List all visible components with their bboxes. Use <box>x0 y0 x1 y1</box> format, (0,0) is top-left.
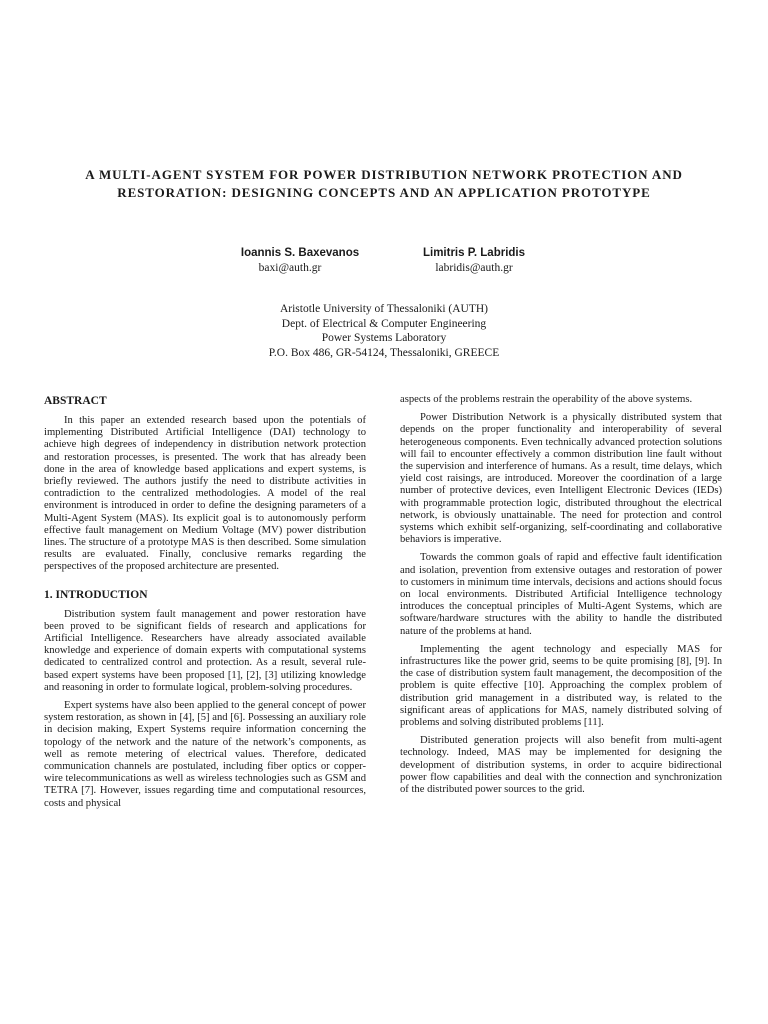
affiliation <box>134 302 634 360</box>
author-1 <box>210 246 390 276</box>
abstract-heading: ABSTRACT <box>44 395 107 407</box>
author-name: Limitris P. Labridis <box>422 247 526 259</box>
author-2 <box>384 246 564 276</box>
affiliation-line: Dept. of Electrical & Computer Engineering <box>281 317 487 330</box>
right-column <box>400 394 722 796</box>
author-email: baxi@auth.gr <box>258 262 322 274</box>
introduction-heading: 1. INTRODUCTION <box>44 588 148 601</box>
paper-title: A MULTI-AGENT SYSTEM FOR POWER DISTRIBUTION NETWORK PROTECTION AND RESTORATION: DESIGNING CONCEPTS AND AN APPLICATION PROTOTYPE <box>85 167 683 200</box>
affiliation-line: Power Systems Laboratory <box>321 332 447 344</box>
body-paragraph: Towards the common goals of rapid and effective fault identification and isolation, prevention from extensive outages and restoration of power to customers in minimum time intervals, decisions and actions should focus on local environments. Distributed Artificial Intelligence technology introduces the conceptual principles of Multi-Agent Systems, which are software/hardware structures with the ability to handle the distributed nature of the problems at hand. <box>400 552 722 637</box>
abstract-text: In this paper an extended research based upon the potentials of implementing Distributed Artificial Intelligence (DAI) technology to achieve high degrees of independency in distribution network protection and restoration processes, is presented. The work that has already been done in the area of knowledge based applications and expert systems, is briefly reviewed. The authors justify the need to distribute activities in contradiction to the centralized methodologies. A model of the real environment is introduced in order to define the designing parameters of a Multi-Agent System (MAS). Its explicit goal is to autonomously perform effective fault management on Medium Voltage (MV) power distribution lines. The structure of a prototype MAS is then described. Some simulation results are evaluated. Finally, conclusive remarks regarding the perspectives of the proposed architecture are presented. <box>44 415 366 573</box>
author-email: labridis@auth.gr <box>435 262 513 274</box>
left-column <box>44 394 366 810</box>
body-paragraph: Distributed generation projects will also benefit from multi-agent technology. Indeed, MAS may be implemented for designing the development of distribution systems, in order to acquire bidirectional power flow capabilities and deal with the connection and synchronization of the distributed power sources to the grid. <box>400 735 722 796</box>
body-paragraph: Implementing the agent technology and especially MAS for infrastructures like the power grid, seems to be quite promising [8], [9]. In the case of distribution system fault management, the decomposition of the problem is quite effective [10]. Approaching the complex problem of distribution grid management in a distributed way, is related to the significant areas of applications for MAS, namely distributed solving of problems and solving distributed problems [11]. <box>400 643 722 729</box>
body-paragraph: Distribution system fault management and power restoration have been proved to be significant fields of research and applications for Artificial Intelligence. Researchers have already associated available knowledge and experience of domain experts with computational systems dedicated to centralized control and protection. As a result, several rule-based expert systems have been proposed [1], [2], [3] utilizing knowledge and reasoning in order to formulate logical, problem-solving procedures. <box>44 608 366 693</box>
affiliation-line: P.O. Box 486, GR-54124, Thessaloniki, GREECE <box>268 346 500 359</box>
author-name: Ioannis S. Baxevanos <box>240 247 360 259</box>
body-paragraph: Power Distribution Network is a physically distributed system that depends on the proper functionality and interoperability of several heterogeneous components. Even technically advanced protection solutions will fail to encounter effectively a common distribution line fault without the supervision and interference of humans. As a result, time delays, which yield cost raisings, are introduced. Moreover the coordination of a large number of protective devices, even Intelligent Electronic Devices (IEDs) with programmable protection logic, distributed throughout the electrical network, is obviously unattainable. The need for protection and control systems which exhibit self-organizing, self-coordinating and collaborative behaviors is imperative. <box>400 412 722 546</box>
affiliation-line: Aristotle University of Thessaloniki (AUTH) <box>279 303 489 315</box>
body-paragraph: Expert systems have also been applied to the general concept of power system restoration, as shown in [4], [5] and [6]. Possessing an auxiliary role in decision making, Expert Systems require information concerning the topology of the network and the nature of the network’s components, as well as remote metering of electrical values. Therefore, dedicated communication channels are postulated, including fiber optics or copper-wire telecommunications as well as wireless technologies such as GSM and TETRA [7]. However, issues regarding time and computational resources, costs and physical <box>44 700 366 809</box>
body-paragraph: aspects of the problems restrain the operability of the above systems. <box>400 394 693 405</box>
